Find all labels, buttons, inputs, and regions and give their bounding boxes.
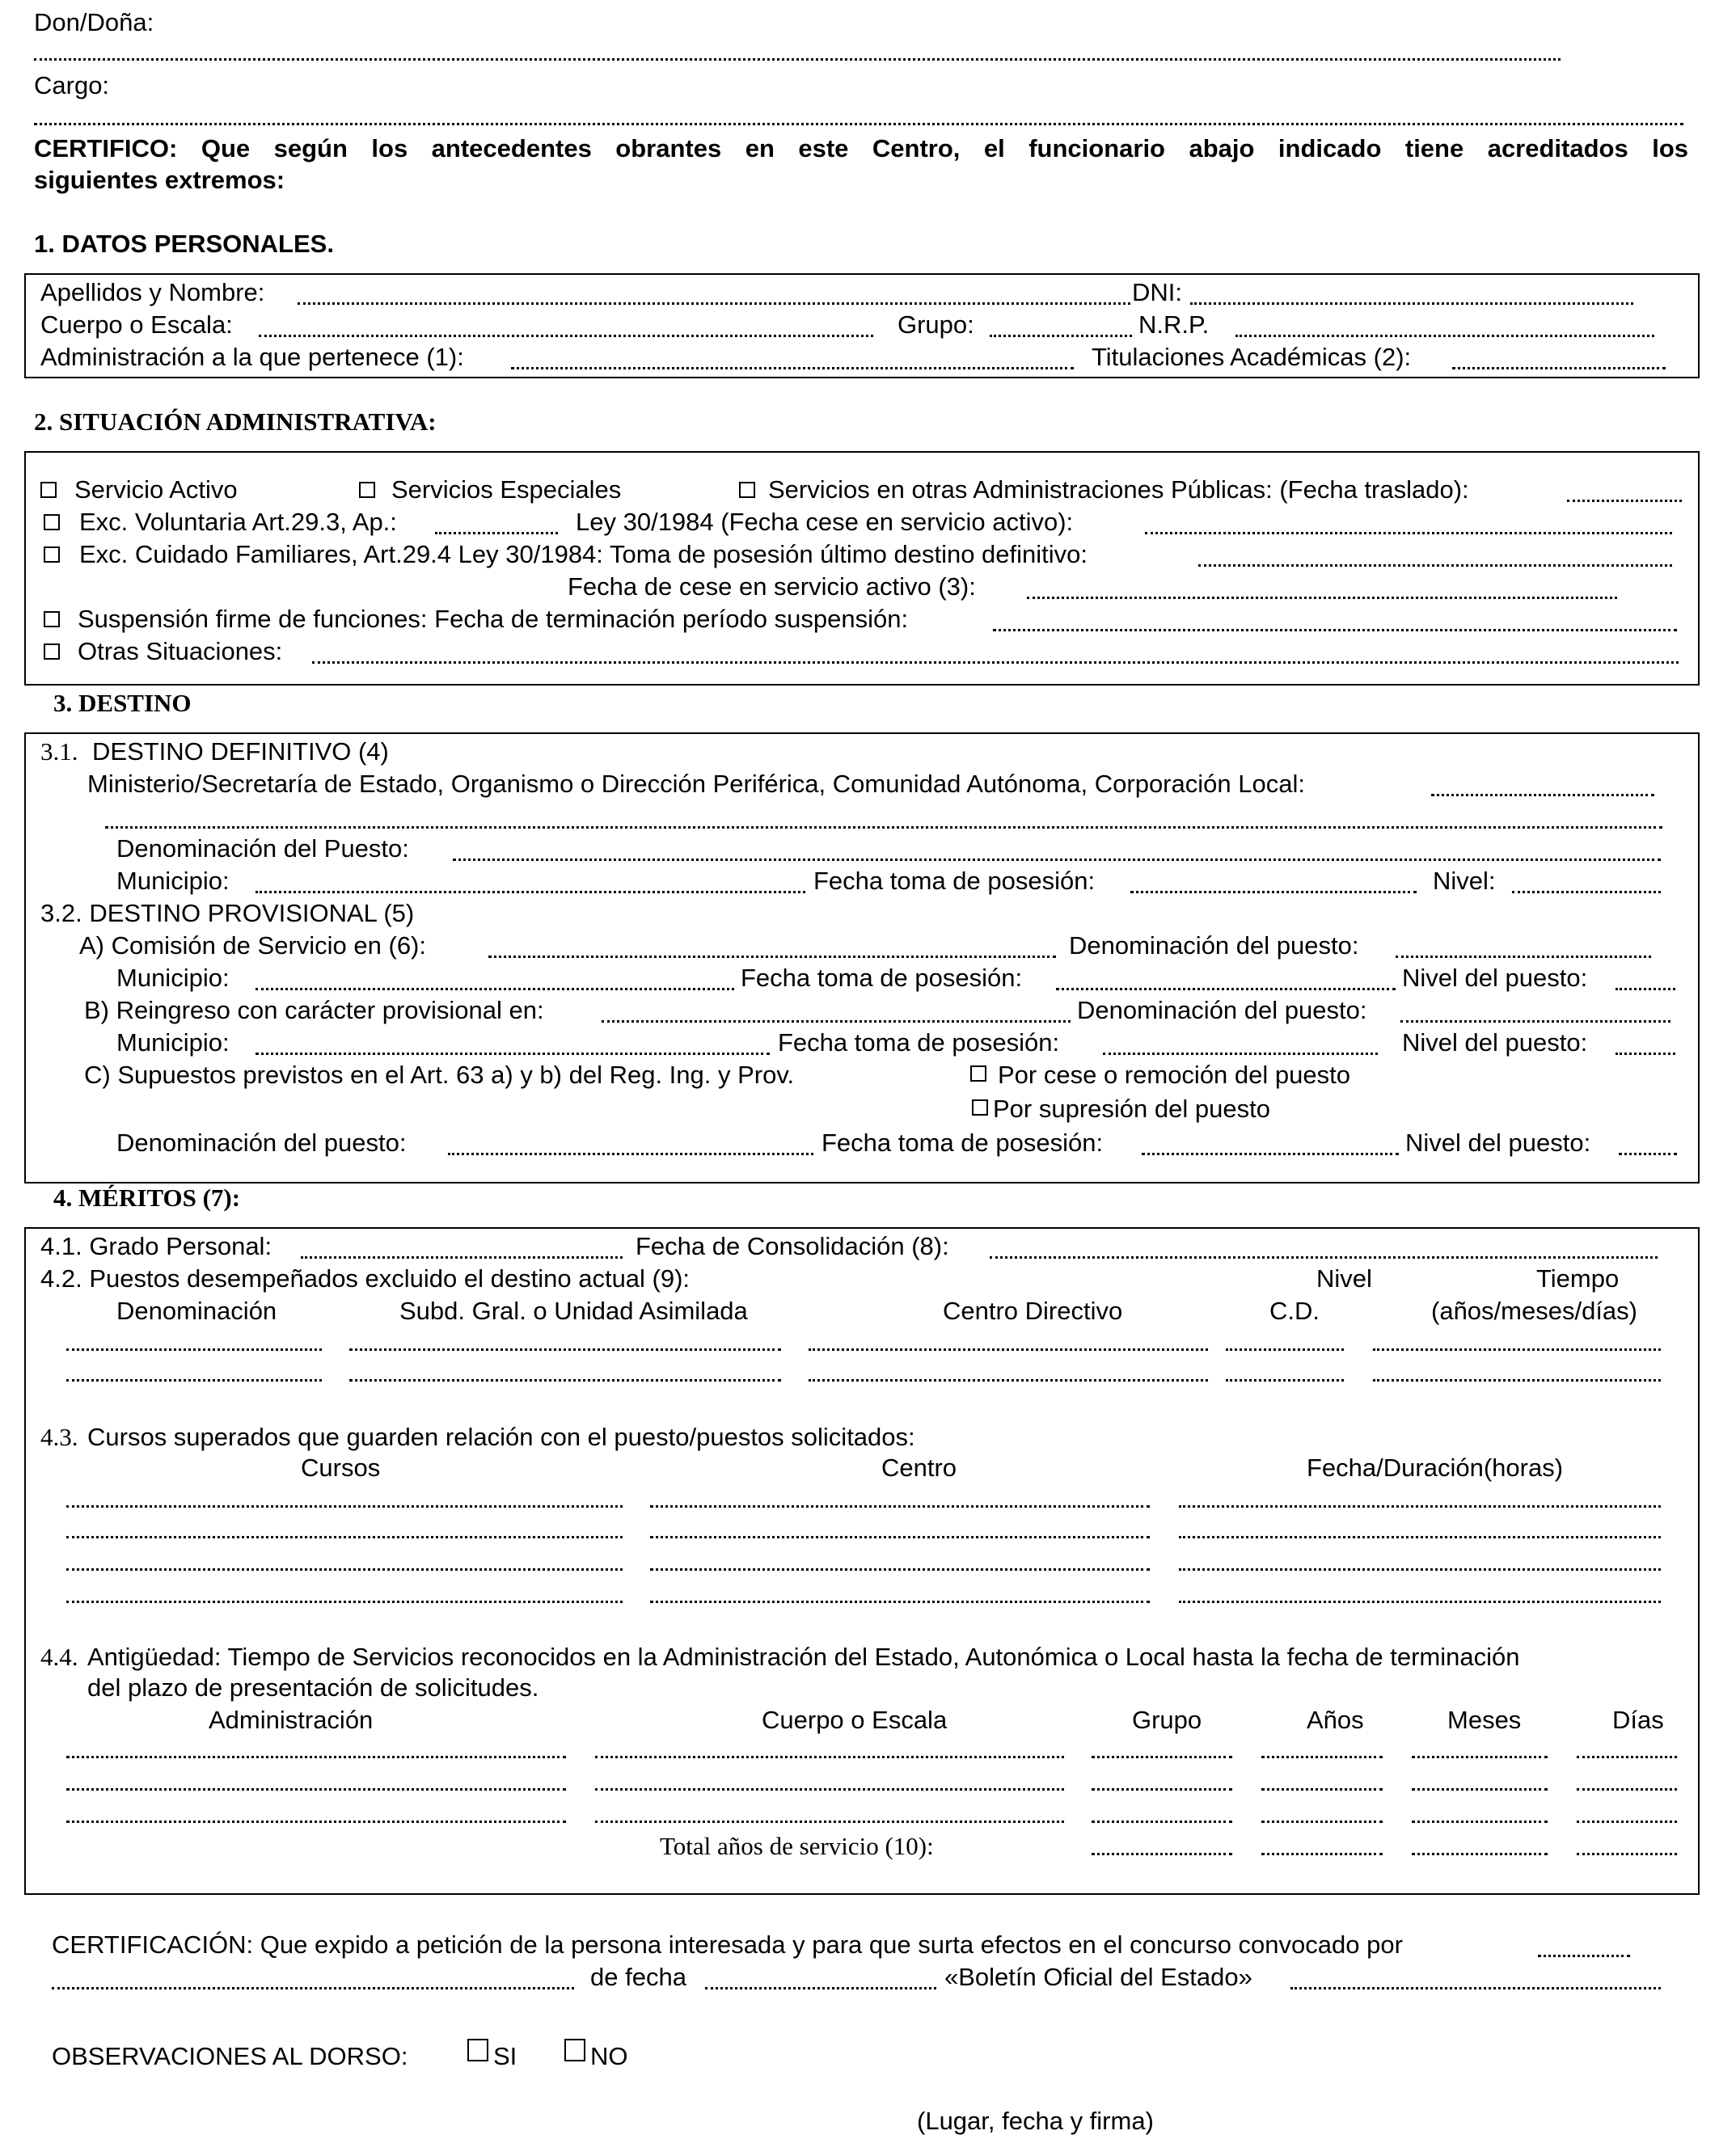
total-grupo-field[interactable] [1092, 1853, 1232, 1855]
reingreso-label: B) Reingreso con carácter provisional en: [84, 996, 544, 1024]
reingreso-field[interactable] [602, 1020, 1071, 1023]
cargo-field[interactable] [34, 123, 1683, 125]
suspension-label: Suspensión firme de funciones: Fecha de terminación período suspensión: [78, 605, 909, 633]
boletin-label: «Boletín Oficial del Estado» [944, 1963, 1252, 1991]
total-meses-field[interactable] [1412, 1853, 1548, 1855]
servicios-especiales-checkbox[interactable] [359, 482, 375, 498]
por-cese-label: Por cese o remoción del puesto [998, 1061, 1350, 1089]
fecha-toma-field[interactable] [1130, 891, 1417, 893]
por-supresion-checkbox[interactable] [972, 1099, 988, 1116]
nrp-label: N.R.P. [1138, 310, 1210, 339]
col-dias: Días [1612, 1706, 1664, 1734]
a-denominacion-label: Denominación del puesto: [1069, 931, 1359, 960]
c-fecha-toma-label: Fecha toma de posesión: [821, 1129, 1104, 1157]
ley-fecha-cese-label: Ley 30/1984 (Fecha cese en servicio activo): [576, 508, 1074, 536]
don-dona-label: Don/Doña: [34, 8, 154, 36]
servicio-activo-label: Servicio Activo [74, 475, 238, 504]
comision-servicio-label: A) Comisión de Servicio en (6): [79, 931, 426, 960]
antig-row-3-dias[interactable] [1577, 1821, 1677, 1823]
col-anos: Años [1307, 1706, 1364, 1734]
c-nivel-label: Nivel del puesto: [1405, 1129, 1591, 1157]
col-denominacion: Denominación [116, 1297, 277, 1325]
puestos-row-1-denominacion[interactable] [66, 1348, 322, 1351]
a-fecha-toma-label: Fecha toma de posesión: [741, 964, 1023, 992]
puestos-row-1-tiempo[interactable] [1373, 1348, 1661, 1351]
antig-row-1-dias[interactable] [1577, 1756, 1677, 1758]
tiempo-header: Tiempo [1536, 1264, 1620, 1293]
nrp-field[interactable] [1235, 335, 1654, 337]
col-administracion: Administración [209, 1706, 374, 1734]
puestos-label: 4.2. Puestos desempeñados excluido el destino actual (9): [40, 1264, 691, 1293]
otras-situaciones-checkbox[interactable] [44, 643, 60, 660]
antig-row-3-cuerpo[interactable] [595, 1821, 1064, 1823]
puestos-row-1-cd[interactable] [1226, 1348, 1344, 1351]
cuerpo-field[interactable] [259, 335, 873, 337]
de-fecha-field[interactable] [705, 1987, 936, 1989]
b-municipio-field[interactable] [256, 1053, 770, 1055]
b-fecha-toma-label: Fecha toma de posesión: [778, 1028, 1060, 1057]
exc-cuidado-checkbox[interactable] [44, 546, 60, 563]
fecha-toma-label: Fecha toma de posesión: [813, 867, 1096, 895]
titulaciones-label: Titulaciones Académicas (2): [1092, 343, 1412, 371]
grupo-label: Grupo: [898, 310, 974, 339]
antig-row-3-administracion[interactable] [66, 1821, 566, 1823]
c-nivel-field[interactable] [1619, 1153, 1677, 1155]
grado-personal-label: 4.1. Grado Personal: [40, 1232, 272, 1260]
administracion-field[interactable] [511, 367, 1074, 369]
fecha-cese-3-field[interactable] [1027, 597, 1617, 599]
ministerio-field[interactable] [1431, 794, 1654, 796]
supuestos-label: C) Supuestos previstos en el Art. 63 a) y b) del Reg. Ing. y Prov. [84, 1061, 795, 1089]
col-grupo: Grupo [1132, 1706, 1202, 1734]
servicio-activo-checkbox[interactable] [40, 482, 57, 498]
don-dona-field[interactable] [34, 58, 1561, 61]
cuerpo-label: Cuerpo o Escala: [40, 310, 233, 339]
col-cd: C.D. [1269, 1297, 1320, 1325]
ministerio-label: Ministerio/Secretaría de Estado, Organismo o Dirección Periférica, Comunidad Autónoma, Corporación Local: [87, 770, 1305, 798]
puestos-row-2-tiempo[interactable] [1373, 1379, 1661, 1382]
antig-row-2-administracion[interactable] [66, 1788, 566, 1791]
cursos-row-3-fecha[interactable] [1179, 1568, 1661, 1571]
puestos-row-1-subd[interactable] [349, 1348, 781, 1351]
antig-row-1-cuerpo[interactable] [595, 1756, 1064, 1758]
col-cursos: Cursos [301, 1454, 381, 1482]
denominacion-puesto-field[interactable] [453, 859, 1661, 861]
lugar-fecha-firma: (Lugar, fecha y firma) [917, 2107, 1154, 2135]
antig-row-2-grupo[interactable] [1092, 1788, 1232, 1791]
destino-provisional-title: 3.2. DESTINO PROVISIONAL (5) [40, 899, 415, 927]
col-subd-gral: Subd. Gral. o Unidad Asimilada [399, 1297, 748, 1325]
a-denominacion-field[interactable] [1396, 956, 1651, 958]
c-denominacion-label: Denominación del puesto: [116, 1129, 407, 1157]
cargo-label: Cargo: [34, 71, 110, 99]
antiguedad-line-1: Antigüedad: Tiempo de Servicios reconocidos en la Administración del Estado, Autonómica o Local hasta la fecha de terminación [87, 1643, 1520, 1671]
toma-posesion-field[interactable] [1198, 564, 1672, 567]
total-anos-label: Total años de servicio (10): [660, 1832, 934, 1860]
boletin-field[interactable] [1290, 1987, 1661, 1989]
exc-voluntaria-field[interactable] [435, 532, 558, 534]
exc-voluntaria-label: Exc. Voluntaria Art.29.3, Ap.: [79, 508, 397, 536]
observaciones-no-checkbox[interactable] [564, 2039, 585, 2061]
cursos-row-4-curso[interactable] [66, 1601, 623, 1603]
puestos-row-2-centro[interactable] [809, 1379, 1208, 1382]
cursos-label: Cursos superados que guarden relación con el puesto/puestos solicitados: [87, 1423, 915, 1451]
b-denominacion-field[interactable] [1400, 1020, 1670, 1023]
otras-situaciones-label: Otras Situaciones: [78, 637, 283, 665]
certifico-line-1: CERTIFICO: Que según los antecedentes obrantes en este Centro, el funcionario abajo indicado tiene acreditados los [34, 134, 1688, 162]
suspension-checkbox[interactable] [44, 611, 60, 627]
concurso-field[interactable] [1538, 1955, 1630, 1957]
cursos-row-2-curso[interactable] [66, 1536, 623, 1538]
nivel-header: Nivel [1316, 1264, 1372, 1293]
antig-row-1-anos[interactable] [1261, 1756, 1383, 1758]
cursos-row-3-curso[interactable] [66, 1568, 623, 1571]
apellidos-field[interactable] [298, 302, 1130, 305]
cursos-number: 4.3. [40, 1423, 78, 1451]
dni-label: DNI: [1132, 278, 1182, 306]
fecha-traslado-field[interactable] [1567, 500, 1682, 502]
col-cuerpo-escala: Cuerpo o Escala [762, 1706, 948, 1734]
ministerio-field-cont[interactable] [105, 826, 1662, 829]
antiguedad-line-2: del plazo de presentación de solicitudes. [87, 1673, 539, 1702]
cursos-row-4-centro[interactable] [650, 1601, 1150, 1603]
antig-row-1-meses[interactable] [1412, 1756, 1548, 1758]
col-centro-directivo: Centro Directivo [943, 1297, 1123, 1325]
por-supresion-label: Por supresión del puesto [993, 1095, 1270, 1123]
cursos-row-3-centro[interactable] [650, 1568, 1150, 1571]
apellidos-label: Apellidos y Nombre: [40, 278, 265, 306]
observaciones-si-checkbox[interactable] [467, 2039, 488, 2061]
otras-situaciones-field[interactable] [312, 661, 1679, 664]
b-nivel-label: Nivel del puesto: [1402, 1028, 1588, 1057]
fecha-cese-3-label: Fecha de cese en servicio activo (3): [568, 572, 976, 601]
cursos-row-1-fecha[interactable] [1179, 1505, 1661, 1508]
dni-field[interactable] [1190, 302, 1633, 305]
certifico-line-2: siguientes extremos: [34, 166, 285, 194]
antig-row-3-anos[interactable] [1261, 1821, 1383, 1823]
observaciones-si-label: SI [493, 2042, 517, 2070]
col-meses: Meses [1447, 1706, 1522, 1734]
section-1-title: 1. DATOS PERSONALES. [34, 230, 334, 258]
fecha-consolidacion-field[interactable] [990, 1256, 1658, 1259]
cursos-row-4-fecha[interactable] [1179, 1601, 1661, 1603]
puestos-row-2-denominacion[interactable] [66, 1379, 322, 1382]
section-2-title: 2. SITUACIÓN ADMINISTRATIVA: [34, 407, 437, 436]
b-municipio-label: Municipio: [116, 1028, 230, 1057]
observaciones-label: OBSERVACIONES AL DORSO: [52, 2042, 408, 2070]
puestos-row-1-centro[interactable] [809, 1348, 1208, 1351]
c-denominacion-field[interactable] [448, 1153, 813, 1155]
antig-row-2-cuerpo[interactable] [595, 1788, 1064, 1791]
exc-cuidado-label: Exc. Cuidado Familiares, Art.29.4 Ley 30/1984: Toma de posesión último destino definitivo: [79, 540, 1088, 568]
cursos-row-1-centro[interactable] [650, 1505, 1150, 1508]
antig-row-1-grupo[interactable] [1092, 1756, 1232, 1758]
col-centro: Centro [881, 1454, 957, 1482]
section-3-title: 3. DESTINO [53, 689, 192, 717]
antiguedad-number: 4.4. [40, 1643, 78, 1671]
observaciones-no-label: NO [590, 2042, 628, 2070]
a-municipio-label: Municipio: [116, 964, 230, 992]
col-anos-meses-dias: (años/meses/días) [1431, 1297, 1637, 1325]
antig-row-2-meses[interactable] [1412, 1788, 1548, 1791]
b-denominacion-label: Denominación del puesto: [1077, 996, 1367, 1024]
municipio-label: Municipio: [116, 867, 230, 895]
puestos-row-2-cd[interactable] [1226, 1379, 1344, 1382]
concurso-field-cont[interactable] [52, 1987, 574, 1989]
a-fecha-toma-field[interactable] [1056, 988, 1396, 990]
antig-row-3-grupo[interactable] [1092, 1821, 1232, 1823]
fecha-cese-field[interactable] [1145, 532, 1672, 534]
municipio-field[interactable] [256, 891, 805, 893]
antig-row-2-dias[interactable] [1577, 1788, 1677, 1791]
otras-admin-checkbox[interactable] [739, 482, 755, 498]
titulaciones-field[interactable] [1452, 367, 1666, 369]
a-municipio-field[interactable] [256, 988, 734, 990]
destino-definitivo-title: DESTINO DEFINITIVO (4) [92, 737, 389, 766]
denominacion-puesto-label: Denominación del Puesto: [116, 834, 409, 863]
otras-admin-label: Servicios en otras Administraciones Públicas: (Fecha traslado): [768, 475, 1469, 504]
cursos-row-1-curso[interactable] [66, 1505, 623, 1508]
cursos-row-2-fecha[interactable] [1179, 1536, 1661, 1538]
b-fecha-toma-field[interactable] [1103, 1053, 1378, 1055]
comision-servicio-field[interactable] [488, 956, 1056, 958]
por-cese-checkbox[interactable] [970, 1065, 986, 1082]
exc-voluntaria-checkbox[interactable] [44, 514, 60, 530]
total-dias-field[interactable] [1577, 1853, 1677, 1855]
antig-row-3-meses[interactable] [1412, 1821, 1548, 1823]
grado-personal-field[interactable] [301, 1256, 623, 1259]
antig-row-2-anos[interactable] [1261, 1788, 1383, 1791]
b-nivel-field[interactable] [1616, 1053, 1675, 1055]
nivel-label: Nivel: [1433, 867, 1496, 895]
a-nivel-label: Nivel del puesto: [1402, 964, 1588, 992]
grupo-field[interactable] [990, 335, 1132, 337]
suspension-field[interactable] [993, 629, 1677, 631]
de-fecha-label: de fecha [590, 1963, 686, 1991]
a-nivel-field[interactable] [1616, 988, 1675, 990]
total-anos-field[interactable] [1261, 1853, 1383, 1855]
destino-definitivo-number: 3.1. [40, 737, 78, 766]
cursos-row-2-centro[interactable] [650, 1536, 1150, 1538]
puestos-row-2-subd[interactable] [349, 1379, 781, 1382]
col-fecha-duracion: Fecha/Duración(horas) [1307, 1454, 1564, 1482]
fecha-consolidacion-label: Fecha de Consolidación (8): [636, 1232, 949, 1260]
antig-row-1-administracion[interactable] [66, 1756, 566, 1758]
section-4-title: 4. MÉRITOS (7): [53, 1183, 241, 1212]
administracion-label: Administración a la que pertenece (1): [40, 343, 464, 371]
nivel-field[interactable] [1512, 891, 1661, 893]
servicios-especiales-label: Servicios Especiales [391, 475, 622, 504]
certificacion-label: CERTIFICACIÓN: Que expido a petición de la persona interesada y para que surta efectos en el concurso convocado por [52, 1930, 1403, 1959]
c-fecha-toma-field[interactable] [1142, 1153, 1399, 1155]
